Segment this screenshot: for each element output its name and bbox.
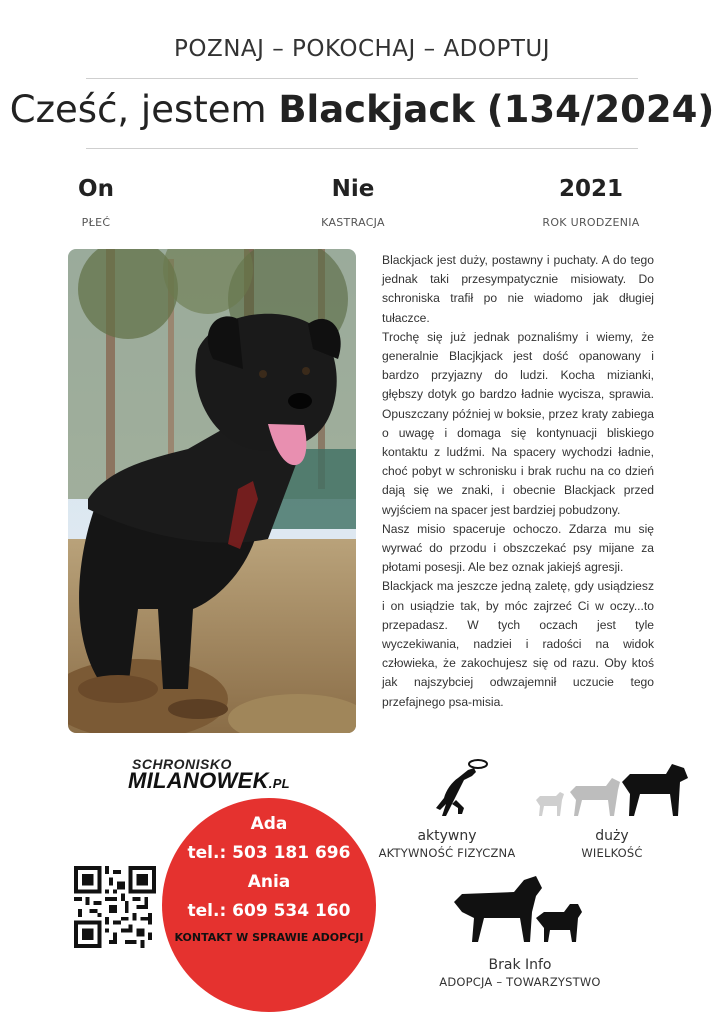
slogan: POZNAJ – POKOCHAJ – ADOPTUJ [173, 36, 551, 62]
fact-sex-label: PŁEĆ [81, 216, 111, 229]
description-paragraph: Nasz misio spaceruje ochoczo. Zdarza mu się wyrwać do przodu i obszczekać psy mijane za płotami posesji. Ale bez oznak jakiejś agresji. [382, 521, 654, 575]
feature-activity-label: AKTYWNOŚĆ FIZYCZNA [378, 846, 516, 860]
feature-size-label: WIELKOŚĆ [581, 846, 643, 860]
feature-size [546, 828, 678, 860]
dog-name: Blackjack [278, 88, 475, 131]
fact-birth-year [521, 176, 661, 229]
fact-castration-value: Nie [331, 176, 375, 202]
contact-circle [162, 798, 376, 1012]
shelter-logo[interactable] [128, 756, 318, 796]
fact-birth-year-value: 2021 [558, 176, 623, 202]
qr-code-icon[interactable] [74, 866, 156, 948]
feature-companions [420, 957, 620, 989]
contact-name-1: Ada [250, 814, 288, 834]
logo-suffix: .PL [268, 776, 290, 791]
feature-activity-value: aktywny [417, 828, 477, 844]
logo-line2 [128, 768, 290, 794]
contact-phone-2[interactable]: tel.: 609 534 160 [187, 901, 351, 921]
feature-companions-label: ADOPCJA – TOWARZYSTWO [439, 975, 601, 989]
fact-castration [293, 176, 413, 229]
feature-size-value: duży [595, 828, 629, 844]
dog-photo [68, 249, 356, 733]
contact-phone-1[interactable]: tel.: 503 181 696 [187, 843, 351, 863]
contact-name-2: Ania [247, 872, 291, 892]
description-paragraph: Trochę się już jednak poznaliśmy i wiemy, że generalnie Blacjkjack jest dość opanowany i bardzo przyjazny do ludzi. Kocha mizianki, głębszy dotyk go bardzo ładnie wycisza, sprawia. Opuszczany później w boksie, przez kraty zabiega o uwagę i domaga się kontynuacji bliskiego kontaktu z ludźmi. Na spacery wychodzi ładnie, choć pobyt w schronisku i brak ruchu na co dzień dają się we znaki, i obecnie Blackjack przed wyjściem na spacer jest bardziej pobudzony. [382, 329, 654, 517]
fact-sex-value: On [78, 176, 114, 202]
logo-line1: SCHRONISKO [132, 756, 232, 772]
description-paragraph: Blackjack jest duży, postawny i puchaty. A do tego jednak taki przesympatycznie misiowaty. Do schroniska trafił po nie wiadomo jak długiej tułaczce. [382, 253, 654, 325]
description-paragraph: Blackjack ma jeszcze jedną zaletę, gdy usiądziesz i on usiądzie tak, by móc zajrzeć Ci w oczy...to przepadasz. W tych oczach jest tyle wyczekiwania, nadziei i radości na widok człowieka, że zakochujesz się od razu. Oby ktoś jak najszybciej odwzajemnił uczucie tego przefajnego psa-misia. [382, 579, 654, 709]
feature-activity [364, 828, 530, 860]
fact-castration-label: KASTRACJA [321, 216, 385, 229]
divider-bottom [86, 148, 638, 149]
page-title [0, 88, 724, 131]
jumping-dog-icon [434, 758, 494, 820]
dog-size-icon [532, 760, 692, 822]
dog-description [382, 251, 654, 712]
divider-top [86, 78, 638, 79]
fact-birth-year-label: ROK URODZENIA [542, 216, 640, 229]
title-prefix: Cześć, jestem [9, 88, 279, 131]
two-dogs-icon [452, 872, 586, 948]
contact-note: KONTAKT W SPRAWIE ADOPCJI [174, 931, 364, 944]
logo-name: MILANOWEK [128, 768, 269, 793]
dog-id: (134/2024) [486, 88, 715, 131]
fact-sex [46, 176, 146, 229]
feature-companions-value: Brak Info [488, 957, 552, 973]
